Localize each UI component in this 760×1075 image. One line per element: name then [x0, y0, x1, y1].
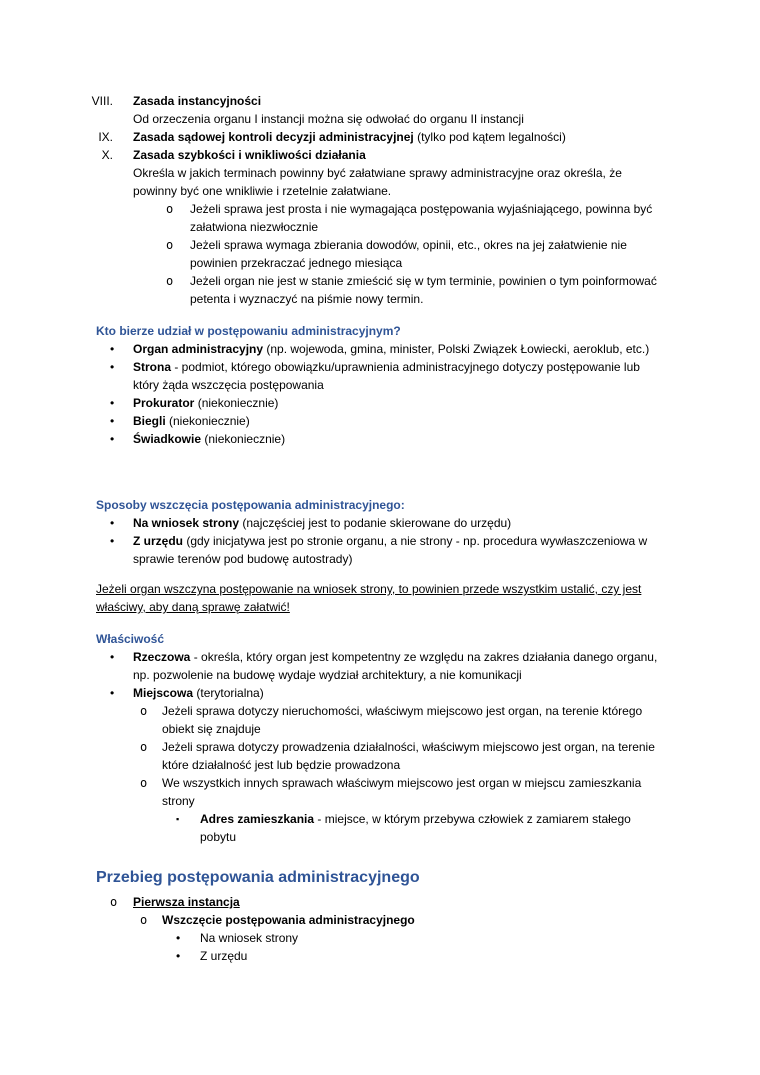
list-item-text: Jeżeli sprawa dotyczy prowadzenia działalności, właściwym miejscowo jest organ, na terenie które działalność jest lub będzie prowadzona: [162, 740, 655, 772]
list-item-text: Jeżeli sprawa jest prosta i nie wymagająca postępowania wyjaśniającego, powinna być załatwiona niezwłocznie: [190, 202, 653, 234]
list-item-text: [133, 648, 665, 684]
roman-numeral: X.: [101, 148, 113, 162]
item-bold: Świadkowie: [133, 432, 202, 446]
bullet-circle-icon: o: [110, 895, 118, 909]
roman-item: [85, 92, 665, 110]
list-item-text: [133, 430, 665, 448]
list-item: [110, 514, 665, 532]
roman-numeral: VIII.: [91, 94, 113, 108]
principle-body: Określa w jakich terminach powinny być załatwiane sprawy administracyjne oraz określa, że powinny być one wnikliwie i rzetelnie załatwiane.: [133, 166, 622, 198]
list-item-text: Jeżeli sprawa dotyczy nieruchomości, właściwym miejscowo jest organ, na terenie którego obiekt się znajduje: [162, 704, 643, 736]
item-bold: Miejscowa: [133, 686, 194, 700]
list-item: [110, 532, 665, 568]
principle-body: Od orzeczenia organu I instancji można się odwołać do organu II instancji: [133, 112, 524, 126]
item-bold: Na wniosek strony: [133, 516, 240, 530]
list-item: [176, 947, 665, 965]
item-rest: (terytorialna): [193, 686, 264, 700]
list-item: [110, 340, 665, 358]
item-bold: Strona: [133, 360, 172, 374]
list-item-text: We wszystkich innych sprawach właściwym miejscowo jest organ w miejscu zamieszkania strony: [162, 776, 642, 808]
item-rest: (niekoniecznie): [194, 396, 279, 410]
bullet-disc-icon: •: [110, 360, 115, 374]
principle-title: Zasada szybkości i wnikliwości działania: [133, 148, 366, 162]
section-competence: [85, 630, 665, 846]
bullet-disc-icon: •: [110, 396, 115, 410]
list-item: [140, 774, 665, 810]
section-heading: Właściwość: [96, 632, 165, 646]
section-heading: Kto bierze udział w postępowaniu administracyjnym?: [96, 324, 401, 338]
list-item: [166, 200, 665, 236]
list-item: [110, 430, 665, 448]
bullet-disc-icon: •: [176, 931, 181, 945]
principle-title-line: [133, 128, 665, 146]
list-item-text: [133, 532, 665, 568]
bullet-disc-icon: •: [110, 516, 115, 530]
item-bold: Rzeczowa: [133, 650, 191, 664]
section-initiation-methods: [85, 496, 665, 568]
roman-numeral: IX.: [98, 130, 113, 144]
bullet-circle-icon: o: [140, 913, 148, 927]
item-bold: Z urzędu: [133, 534, 183, 548]
list-item-text: Wszczęcie postępowania administracyjnego: [162, 913, 415, 927]
item-rest: (najczęściej jest to podanie skierowane do urzędu): [239, 516, 512, 530]
section-participants: [85, 322, 665, 448]
item-rest: - określa, który organ jest kompetentny ze względu na zakres działania danego organu, np. pozwolenie na budowę wydaje wydział architektury, a nie komunikacji: [133, 650, 658, 682]
section-heading: Sposoby wszczęcia postępowania administracyjnego:: [96, 498, 405, 512]
list-item: [110, 684, 665, 702]
bullet-disc-icon: •: [110, 534, 115, 548]
item-bold: Adres zamieszkania: [200, 812, 315, 826]
list-item-text: [133, 514, 665, 532]
item-bold: Biegli: [133, 414, 166, 428]
list-item-text: [133, 340, 665, 358]
bullet-disc-icon: •: [110, 342, 115, 356]
item-rest: - podmiot, którego obowiązku/uprawnienia administracyjnego dotyczy postępowanie lub który żąda wszczęcia postępowania: [133, 360, 640, 392]
bullet-circle-icon: o: [166, 202, 174, 216]
principle-rest: (tylko pod kątem legalności): [413, 130, 566, 144]
section-procedure-course: [85, 866, 665, 965]
list-item-text: [133, 358, 665, 394]
principle-title: Zasada sądowej kontroli decyzji administracyjnej: [133, 130, 414, 144]
list-item-text: Z urzędu: [200, 949, 248, 963]
item-rest: (niekoniecznie): [201, 432, 286, 446]
principle-title: Zasada instancyjności: [133, 94, 262, 108]
list-item-text: Pierwsza instancja: [133, 895, 240, 909]
bullet-disc-icon: •: [110, 650, 115, 664]
item-rest: - miejsce, w którym przebywa człowiek z zamiarem stałego pobytu: [200, 812, 631, 844]
list-item-text: [133, 412, 665, 430]
list-item-text: [200, 810, 665, 846]
item-rest: (np. wojewoda, gmina, minister, Polski Związek Łowiecki, aeroklub, etc.): [263, 342, 650, 356]
bullet-disc-icon: •: [110, 686, 115, 700]
list-item-text: Jeżeli sprawa wymaga zbierania dowodów, opinii, etc., okres na jej załatwienie nie powinien przekraczać jednego miesiąca: [190, 238, 627, 270]
list-item: [110, 394, 665, 412]
note-underlined: Jeżeli organ wszczyna postępowanie na wniosek strony, to powinien przede wszystkim ustalić, czy jest właściwy, aby daną sprawę załatwić!: [96, 582, 642, 614]
list-item: [140, 738, 665, 774]
item-bold: Prokurator: [133, 396, 195, 410]
list-item-text: Na wniosek strony: [200, 931, 299, 945]
item-rest: (niekoniecznie): [165, 414, 250, 428]
list-item: [110, 358, 665, 394]
bullet-disc-icon: •: [110, 432, 115, 446]
list-item: [166, 236, 665, 272]
bullet-circle-icon: o: [140, 704, 148, 718]
list-item: [176, 810, 665, 846]
bullet-disc-icon: •: [110, 414, 115, 428]
bullet-square-icon: ▪: [176, 814, 180, 824]
bullet-circle-icon: o: [140, 776, 148, 790]
list-item: [176, 929, 665, 947]
page-title: Przebieg postępowania administracyjnego: [96, 869, 420, 886]
list-item-text: [133, 394, 665, 412]
list-item-text: Jeżeli organ nie jest w stanie zmieścić się w tym terminie, powinien o tym poinformować petenta i wyznaczyć na piśmie nowy termin.: [190, 274, 657, 306]
bullet-disc-icon: •: [176, 949, 181, 963]
list-item-text: [133, 684, 665, 702]
bullet-circle-icon: o: [166, 238, 174, 252]
item-rest: (gdy inicjatywa jest po stronie organu, a nie strony - np. procedura wywłaszczeniowa w sprawie terenów pod budowę autostrady): [133, 534, 648, 566]
item-bold: Organ administracyjny: [133, 342, 264, 356]
list-item: [166, 272, 665, 308]
list-item: [140, 702, 665, 738]
roman-item: [85, 128, 665, 146]
list-item: [110, 412, 665, 430]
list-item: [110, 893, 665, 911]
bullet-circle-icon: o: [166, 274, 174, 288]
list-item: [140, 911, 665, 929]
list-item: [110, 648, 665, 684]
bullet-circle-icon: o: [140, 740, 148, 754]
roman-item: [85, 146, 665, 164]
